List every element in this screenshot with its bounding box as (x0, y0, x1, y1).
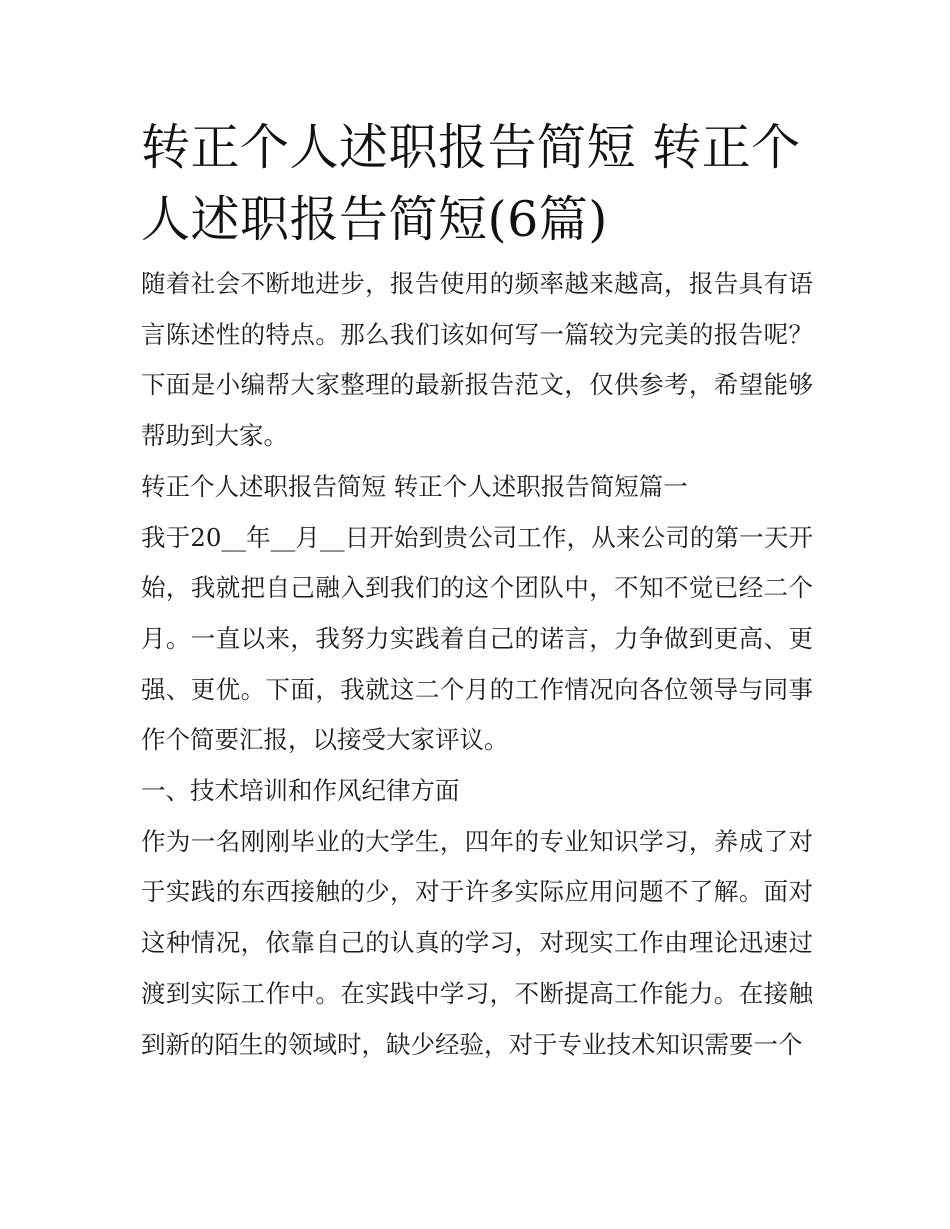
subsection-heading-training: 一、技术培训和作风纪律方面 (141, 776, 460, 806)
document-title: 转正个人述职报告简短 转正个人述职报告简短(6篇) (141, 119, 801, 248)
body-paragraph: 我于20__年__月__日开始到贵公司工作，从来公司的第一天开始，我就把自己融入到我们的这个团队中，不知不觉已经二个月。一直以来，我努力实践着自己的诺言，力争做到更高、更强、更优。下面，我就这二个月的工作情况向各位领导与同事作个简要汇报，以接受大家评议。 (141, 522, 813, 755)
document-body (141, 112, 813, 1070)
intro-paragraph: 随着社会不断地进步，报告使用的频率越来越高，报告具有语言陈述性的特点。那么我们该如何写一篇较为完美的报告呢？下面是小编帮大家整理的最新报告范文，仅供参考，希望能够帮助到大家。 (141, 269, 813, 451)
section-heading-part-one: 转正个人述职报告简短 转正个人述职报告简短篇一 (141, 471, 688, 501)
body-paragraph: 作为一名刚刚毕业的大学生，四年的专业知识学习，养成了对于实践的东西接触的少，对于许多实际应用问题不了解。面对这种情况，依靠自己的认真的学习，对现实工作由理论迅速过渡到实际工作中。在实践中学习，不断提高工作能力。在接触到新的陌生的领域时，缺少经验，对于专业技术知识需要一个 (141, 826, 813, 1059)
